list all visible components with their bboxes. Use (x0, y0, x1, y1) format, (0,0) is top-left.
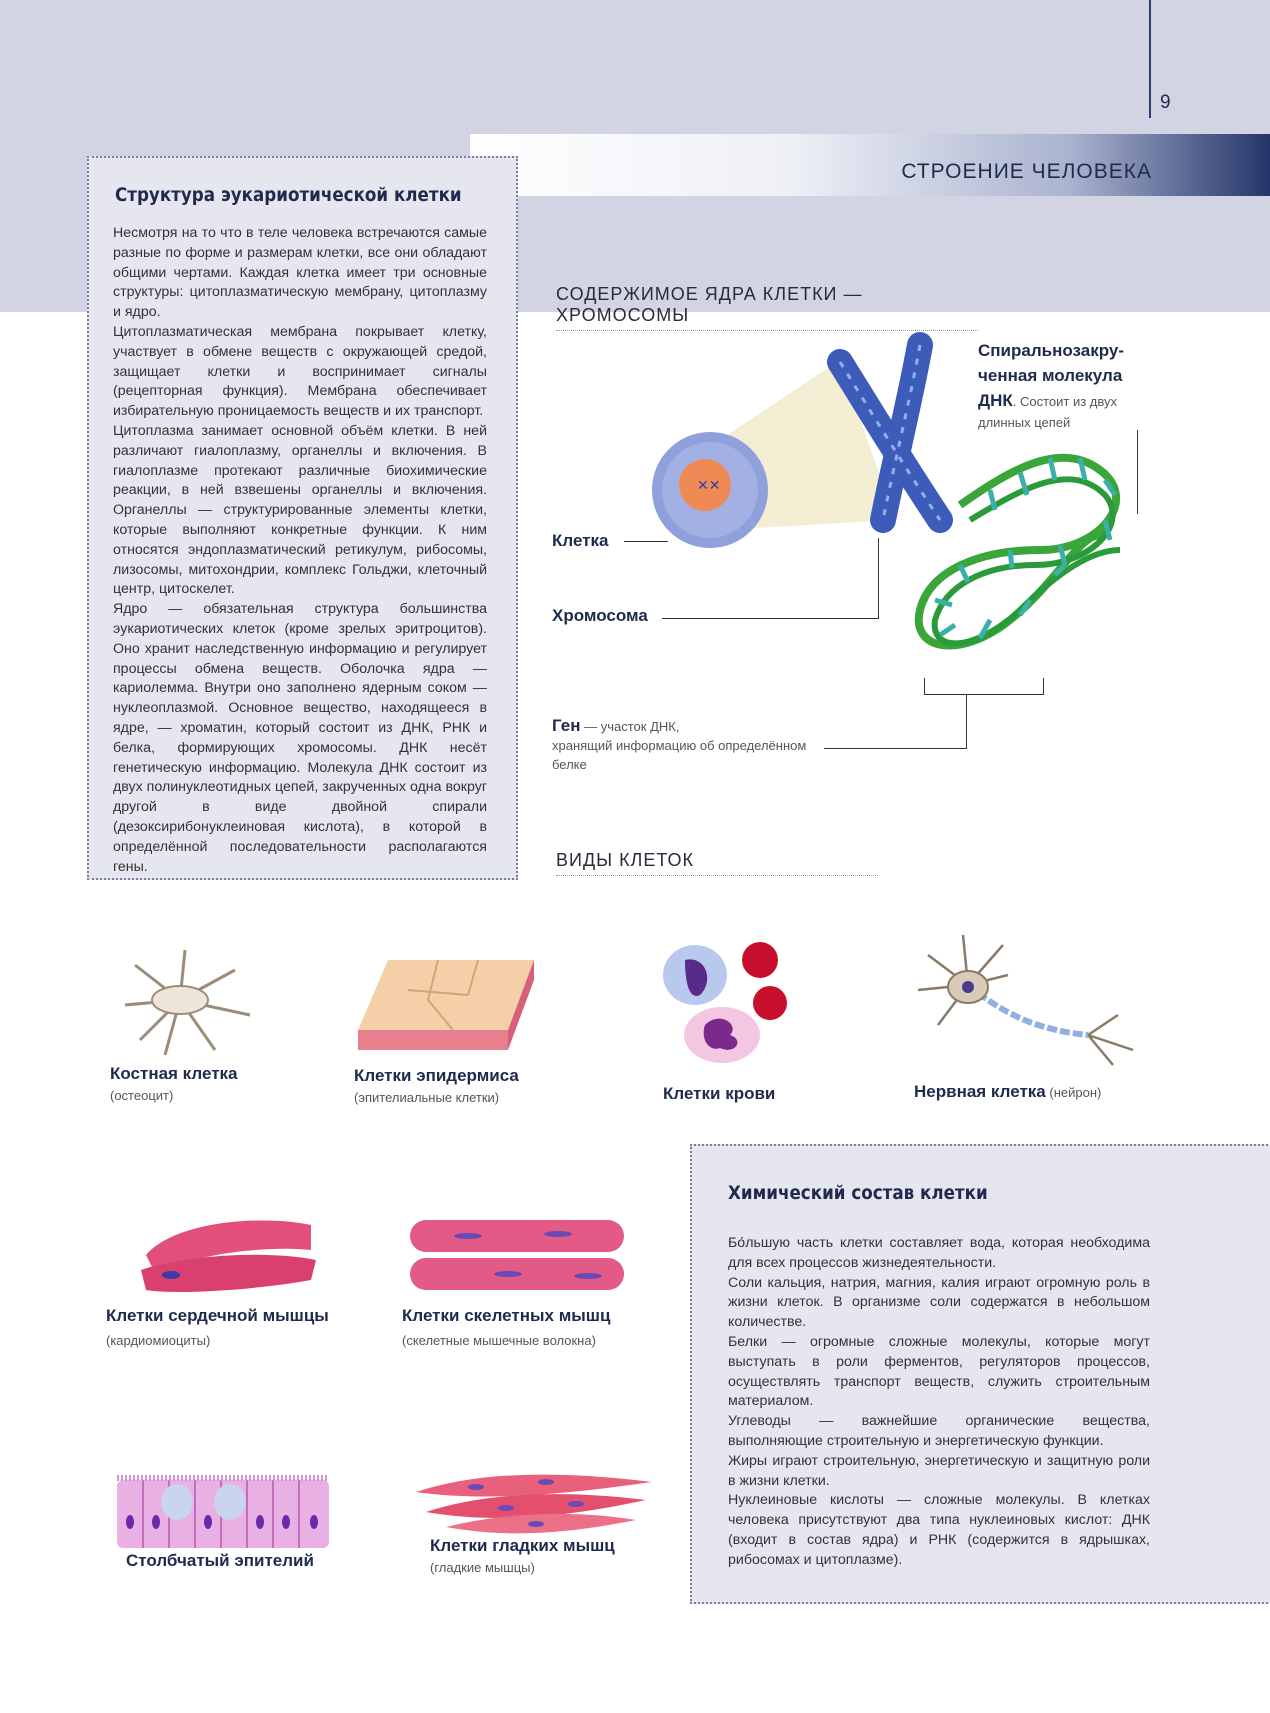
paragraph: Жиры играют строительную, энергетическую и защитную роли в жизни клетки. (728, 1452, 1150, 1489)
paragraph: Бо́льшую часть клетки составляет вода, которая необходима для всех процессов жизнедеятельности. (728, 1235, 1150, 1271)
skeletal-note: (скелетные мышечные волокна) (402, 1333, 596, 1348)
page-number: 9 (1160, 92, 1171, 113)
paragraph: Несмотря на то что в теле человека встречаются самые разные по форме и размерам клетки, все они обладают общими чертами. Каждая клетка имеет три основные структуры: цитоплазматическую мембрану, цитоплазму и ядро. (113, 225, 487, 321)
gene-pointer-line (824, 748, 966, 749)
epidermis-note: (эпителиальные клетки) (354, 1090, 500, 1105)
chemical-composition-title: Химический состав клетки (728, 1182, 988, 1204)
gene-label-note: белке (552, 757, 587, 772)
skeletal-name: Клетки скелетных мышц (402, 1306, 611, 1325)
paragraph: Белки — огромные сложные молекулы, которые могут выступать в роли ферментов, регуляторов процессов, осуществлять транспорт веществ, служить строительным материалом. (728, 1333, 1150, 1410)
smooth-muscle-note: (гладкие мышцы) (430, 1560, 535, 1575)
bone-cell-note: (остеоцит) (110, 1088, 174, 1103)
bone-cell-name: Костная клетка (110, 1064, 238, 1083)
chromosome-pointer-line (662, 618, 878, 619)
section-title: СТРОЕНИЕ ЧЕЛОВЕКА (901, 160, 1152, 183)
columnar-epithelium-image (117, 1460, 329, 1550)
smooth-muscle-image (416, 1462, 652, 1536)
paragraph: Цитоплазма занимает основной объём клетки. В ней различают гиалоплазму, органеллы и включения. В гиалоплазме протекают различные биохимические реакции, в ней взвешены органеллы и включения. Органеллы — структурированные элементы клетки, которые выполняют конкретные функции. К ним относятся эндоплазматический ретикулум, рибосомы, лизосомы, митохондрии, комплекс Гольджи, клеточный центр, цитоскелет. (113, 422, 487, 598)
dna-label (978, 338, 1124, 432)
page-divider-line (1149, 0, 1151, 118)
eukaryotic-cell-text (113, 224, 487, 877)
columnar-name: Столбчатый эпителий (126, 1551, 314, 1570)
blood-cells-name: Клетки крови (663, 1084, 776, 1103)
chromosome-section-heading: СОДЕРЖИМОЕ ЯДРА КЛЕТКИ — ХРОМОСОМЫ (556, 284, 978, 331)
dna-label-note: длинных цепей (978, 415, 1071, 430)
dna-label-line: Спиральнозакру- (978, 341, 1124, 360)
gene-bracket (924, 694, 1044, 695)
chemical-composition-box (690, 1144, 1270, 1604)
nerve-cell-note: (нейрон) (1045, 1085, 1102, 1100)
bone-cell-image (105, 945, 255, 1060)
nerve-cell-name: Нервная клетка (914, 1082, 1046, 1101)
skeletal-cells-image (408, 1218, 626, 1294)
chemical-composition-text (728, 1234, 1150, 1571)
cell-pointer-line (624, 541, 668, 542)
gene-bracket (1043, 678, 1044, 694)
gene-label-note: хранящий информацию об определённом (552, 738, 807, 753)
cell-types-heading: ВИДЫ КЛЕТОК (556, 850, 878, 876)
epidermis-name: Клетки эпидермиса (354, 1066, 519, 1085)
eukaryotic-cell-title: Структура эукариотической клетки (115, 184, 462, 206)
cardiac-cells-image (136, 1215, 316, 1295)
smooth-muscle-name: Клетки гладких мышц (430, 1536, 615, 1555)
dna-pointer-line (1137, 430, 1138, 514)
gene-pointer-line (966, 694, 967, 749)
paragraph: Цитоплазматическая мембрана покрывает клетку, участвует в обмене веществ с окружающей средой, защищает клетки и воспринимает сигналы (рецепторная функция). Мембрана обеспечивает избирательную проницаемость веществ и их транспорт. (113, 323, 487, 420)
chromosome-label: Хромосома (552, 606, 648, 625)
nucleus-chromosomes-icon: ✕✕ (697, 477, 721, 493)
gene-bracket (924, 678, 925, 694)
paragraph: Нуклеиновые кислоты — сложные молекулы. В клетках человека присутствуют два типа нуклеиновых кислот: ДНК (входит в состав ядра) и РНК (содержится в ядрышках, рибосомах и цитоплазме). (728, 1492, 1150, 1568)
gene-label-note: — участок ДНК, (580, 719, 680, 734)
paragraph: Соли кальция, натрия, магния, калия играют огромную роль в жизни клеток. В организме соли содержатся в небольшом количестве. (728, 1274, 1150, 1331)
cell-label: Клетка (552, 531, 609, 550)
paragraph: Ядро — обязательная структура большинства эукариотических клеток (кроме зрелых эритроцитов). Оно хранит наследственную информацию и регулирует процессы обмена веществ. Оболочка ядра — кариолемма. Внутри оно заполнено ядерным соком — нуклеоплазмой. Основное вещество, находящееся в ядре, — хроматин, который состоит из ДНК, РНК и белка, формирующих хромосомы. ДНК несёт генетическую информацию. Молекула ДНК состоит из двух полинуклеотидных цепей, закрученных одна вокруг другой в виде двойной спирали (дезоксирибонуклеиновая кислота), в которой в определённой последовательности располагаются гены. (113, 601, 487, 875)
dna-label-note: . Состоит из двух (1012, 394, 1118, 409)
nerve-cell-image (918, 935, 1140, 1075)
cardiac-name: Клетки сердечной мышцы (106, 1306, 329, 1325)
eukaryotic-cell-box (87, 156, 518, 880)
gene-label (552, 716, 852, 774)
dna-label-line: ченная молекула (978, 366, 1123, 385)
chromosome-pointer-line (878, 538, 879, 619)
dna-label-line: ДНК (978, 391, 1013, 410)
nerve-cell-label (914, 1082, 1101, 1102)
epidermis-image (358, 960, 534, 1056)
cardiac-note: (кардиомиоциты) (106, 1333, 211, 1348)
blood-cells-image (660, 940, 790, 1065)
gene-label-title: Ген (552, 716, 581, 735)
paragraph: Углеводы — важнейшие органические вещества, выполняющие строительную и энергетическую функции. (728, 1413, 1150, 1449)
